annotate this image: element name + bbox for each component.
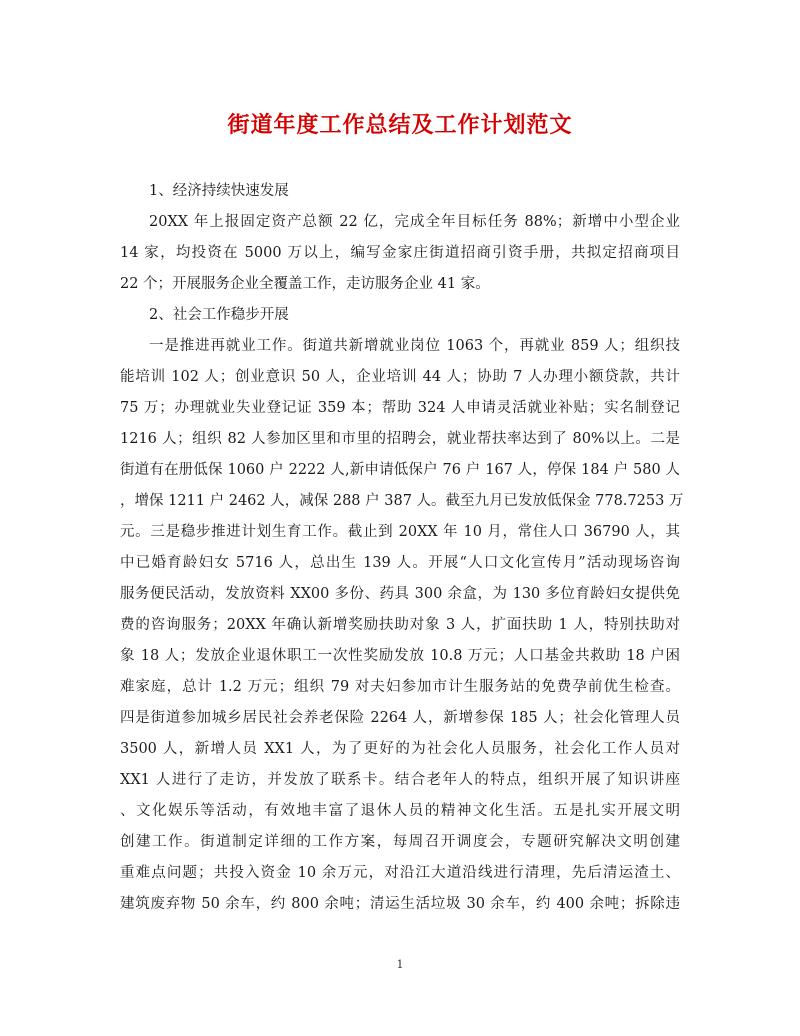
text-line: ，增保 1211 户 2462 人，减保 288 户 387 人。截至九月已发放低保金 778.7253 万: [120, 493, 684, 509]
text-line: 四是街道参加城乡居民社会养老保险 2264 人，新增参保 185 人；社会化管理人员: [120, 710, 680, 726]
text-line: 创建工作。街道制定详细的工作方案，每周召开调度会，专题研究解决文明创建: [120, 834, 680, 850]
text-line: 中已婚育龄妇女 5716 人，总出生 139 人。开展“人口文化宣传月”活动现场咨询: [120, 555, 680, 571]
text-line: 费的咨询服务；20XX 年确认新增奖励扶助对象 3 人，扩面扶助 1 人，特别扶助对: [120, 617, 680, 633]
text-line: 能培训 102 人；创业意识 50 人，企业培训 44 人；协助 7 人办理小额贷款，共计: [120, 369, 680, 385]
text-line: 75 万；办理就业失业登记证 359 本；帮助 324 人申请灵活就业补贴；实名制登记: [120, 400, 680, 416]
text-line: 象 18 人；发放企业退休职工一次性奖励发放 10.8 万元；人口基金共救助 18 户困: [120, 648, 680, 664]
text-line: 14 家，均投资在 5000 万以上，编写金家庄街道招商引资手册，共拟定招商项目: [120, 245, 680, 261]
text-line: 难家庭，总计 1.2 万元；组织 79 对夫妇参加市计生服务站的免费孕前优生检查。: [120, 679, 680, 695]
text-line: 1216 人；组织 82 人参加区里和市里的招聘会，就业帮扶率达到了 80%以上。二是: [120, 431, 680, 447]
document-body: [120, 176, 684, 920]
text-line: 建筑废弃物 50 余车，约 800 余吨；清运生活垃圾 30 余车，约 400 余吨；拆除违: [120, 896, 680, 912]
text-line: 、文化娱乐等活动，有效地丰富了退休人员的精神文化生活。五是扎实开展文明: [120, 803, 680, 819]
text-line: 3500 人，新增人员 XX1 人，为了更好的为社会化人员服务，社会化工作人员对: [120, 741, 680, 757]
text-line: 元。三是稳步推进计划生育工作。截止到 20XX 年 10 月，常住人口 36790 人，其: [120, 524, 680, 540]
text-line: 22 个；开展服务企业全覆盖工作，走访服务企业 41 家。: [120, 276, 490, 292]
text-line: 20XX 年上报固定资产总额 22 亿，完成全年目标任务 88%；新增中小型企业: [149, 214, 680, 230]
page-number: 1: [396, 958, 404, 971]
text-line: 街道有在册低保 1060 户 2222 人,新申请低保户 76 户 167 人，停保 184 户 580 人: [120, 462, 680, 478]
text-line: 服务便民活动，发放资料 XX00 多份、药具 300 余盒，为 130 多位育龄妇女提供免: [120, 586, 680, 602]
text-line: XX1 人进行了走访，并发放了联系卡。结合老年人的特点，组织开展了知识讲座: [120, 772, 680, 788]
text-line: 一是推进再就业工作。街道共新增就业岗位 1063 个，再就业 859 人；组织技: [149, 338, 680, 354]
text-line: 重难点问题；共投入资金 10 余万元，对沿江大道沿线进行清理，先后清运渣土、: [120, 865, 680, 881]
section-heading-1: 1、经济持续快速发展: [149, 183, 289, 199]
document-title: 街道年度工作总结及工作计划范文: [227, 112, 573, 138]
section-heading-2: 2、社会工作稳步开展: [149, 307, 289, 323]
